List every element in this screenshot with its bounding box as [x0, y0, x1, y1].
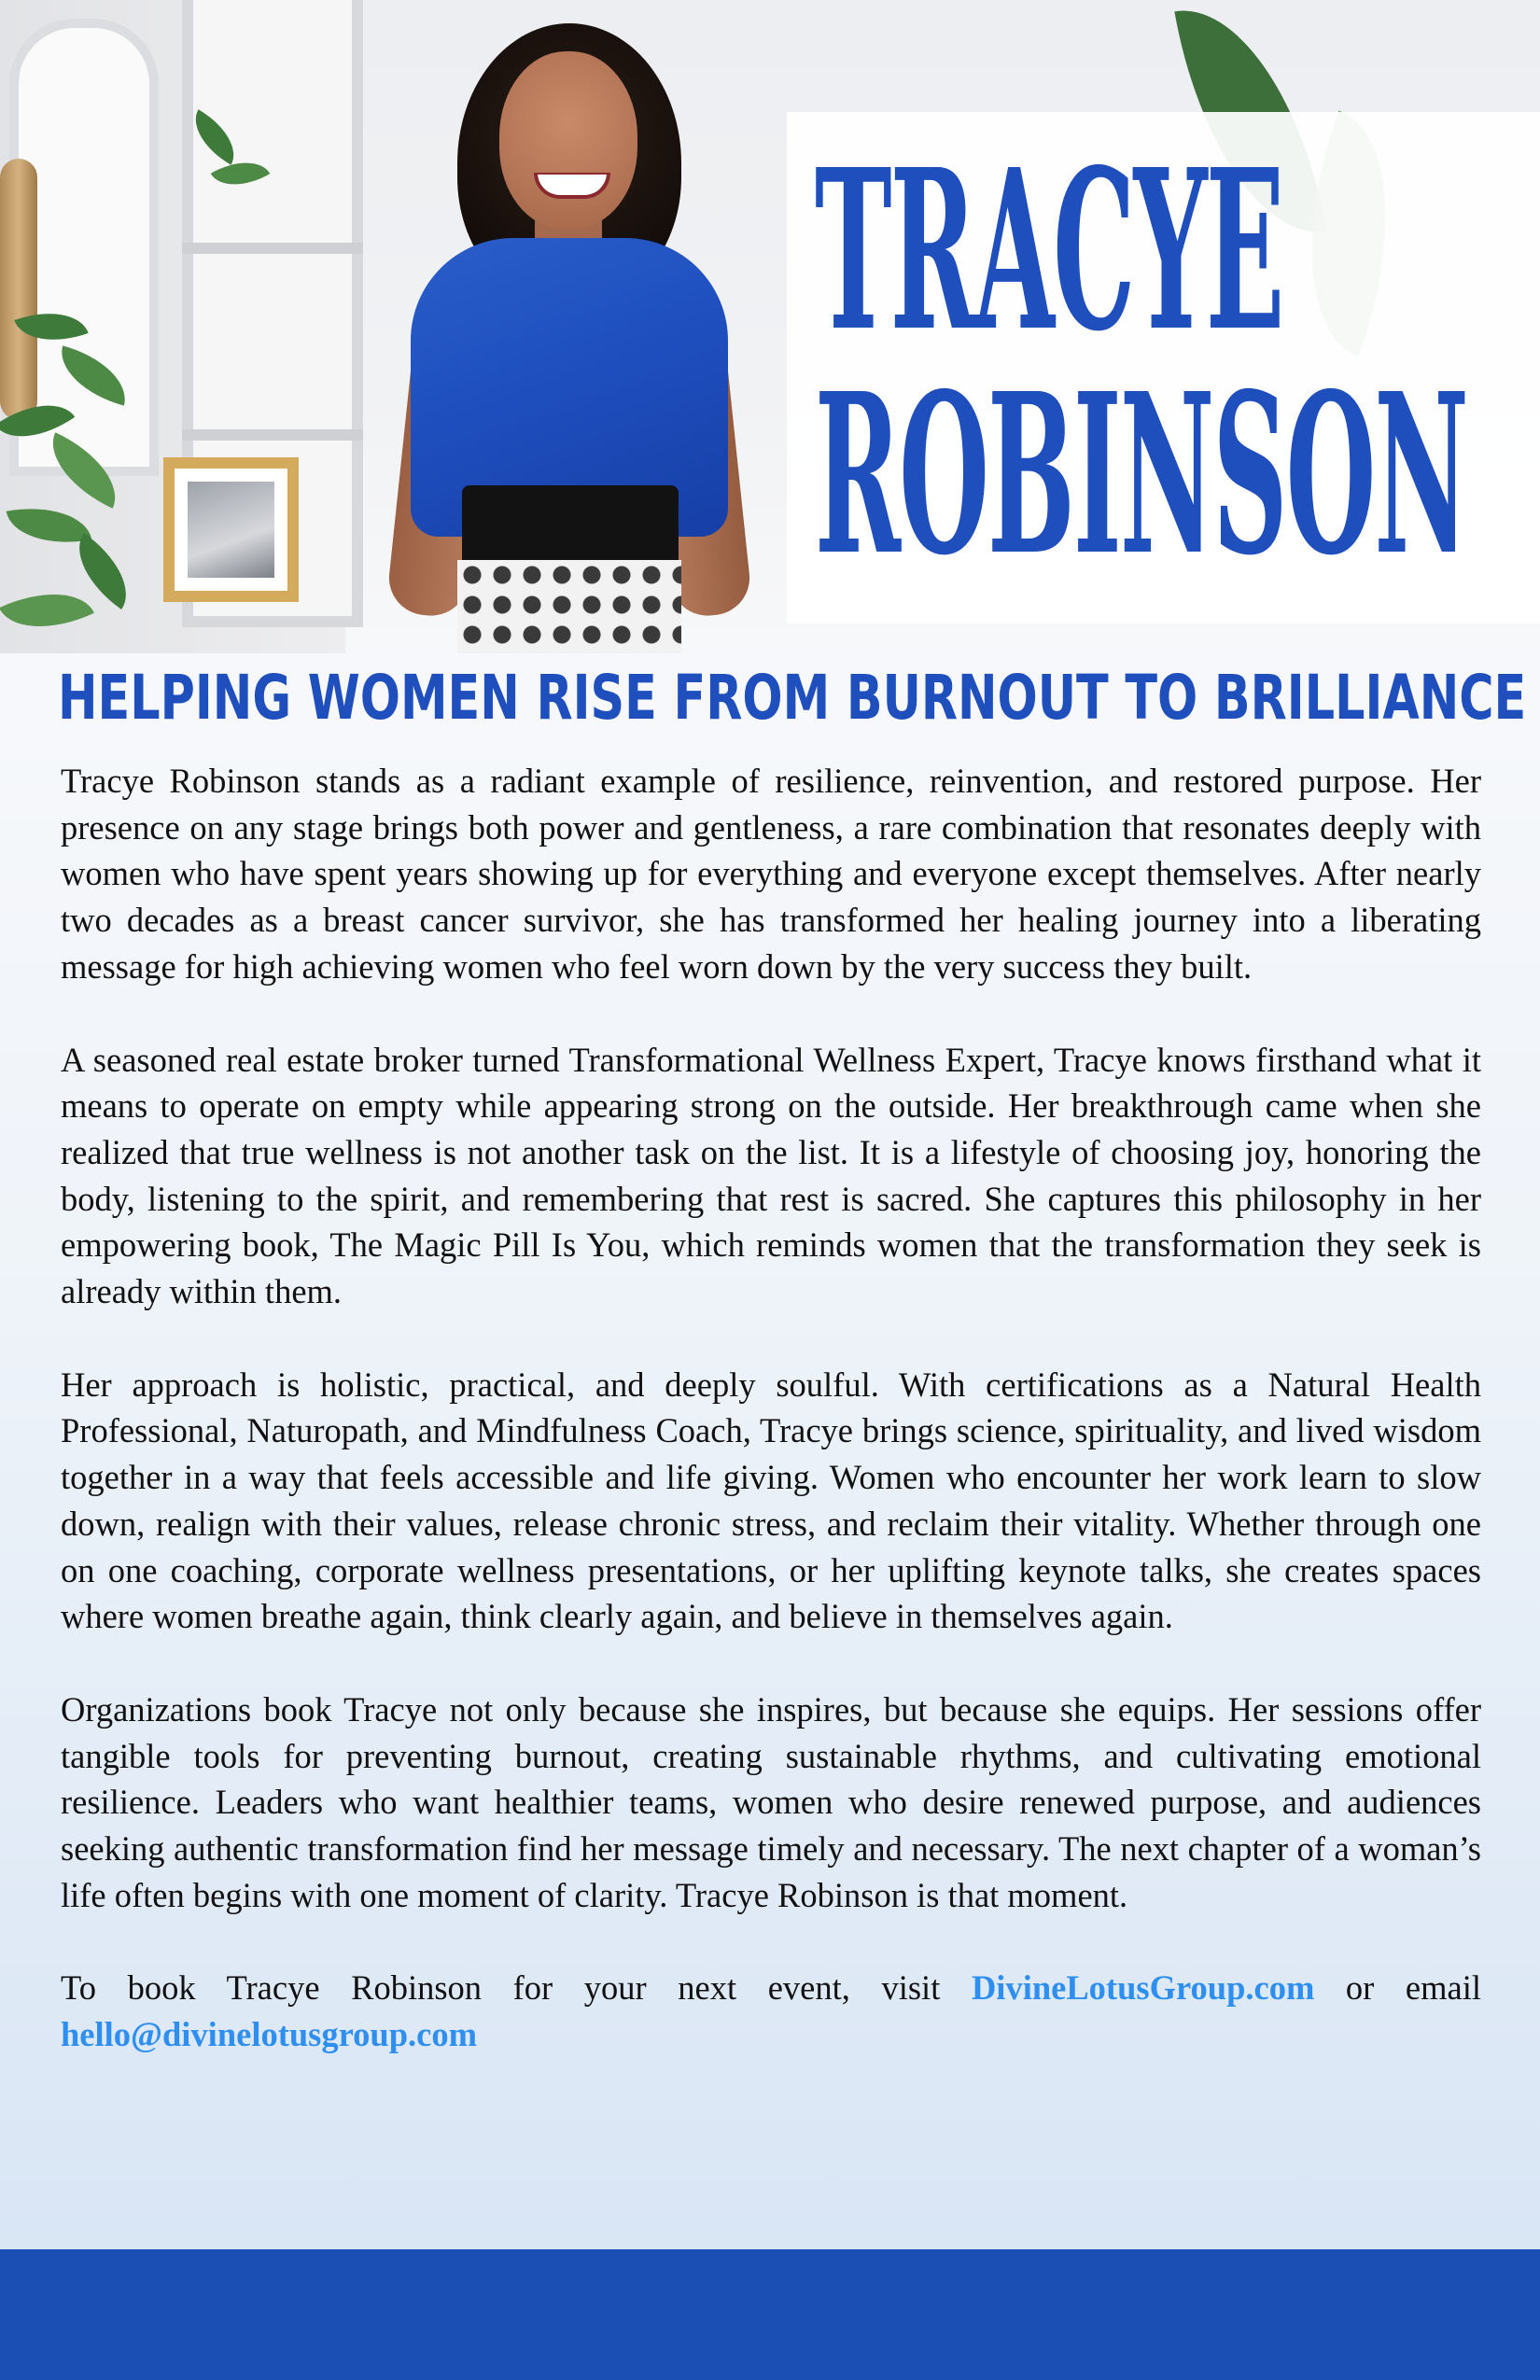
- bio-paragraph: Her approach is holistic, practical, and deeply soulful. With certifications as a Natural Health Professional, Naturopath, and Mindfulness Coach, Tracye brings science, spirituality, and lived wisdom together in a way that feels accessible and life giving. Women who encounter her work learn to slow down, realign with their values, release chronic stress, and reclaim their vitality. Whether through one on one coaching, corporate wellness presentations, or her uplifting keynote talks, she creates spaces where women breathe again, think clearly again, and believe in themselves again.: [61, 1365, 1481, 1636]
- name-panel: [787, 112, 1540, 623]
- bio-paragraph: Organizations book Tracye not only because she inspires, but because she equips. Her sessions offer tangible tools for preventing burnout, creating sustainable rhythms, and cultivating emotional resilience. Leaders who want healthier teams, women who desire renewed purpose, and audiences seeking authentic transformation find her message timely and necessary. The next chapter of a woman’s life often begins with one moment of clarity. Tracye Robinson is that moment.: [61, 1689, 1481, 1914]
- bio-paragraph: A seasoned real estate broker turned Transformational Wellness Expert, Tracye knows firsthand what it means to operate on empty while appearing strong on the outside. Her breakthrough came when she realized that true wellness is not another task on the list. It is a lifestyle of choosing joy, honoring the body, listening to the spirit, and remembering that rest is sacred. She captures this philosophy in her empowering book, The Magic Pill Is You, which reminds women that the transformation they seek is already within them.: [61, 1040, 1481, 1311]
- footer-bar: [0, 2249, 1540, 2380]
- shelf-divider: [182, 429, 363, 441]
- email-link[interactable]: hello@divinelotusgroup.com: [61, 2015, 477, 2054]
- speaker-portrait: [369, 0, 770, 653]
- decorative-vase: [0, 159, 37, 420]
- cta-text: or email: [1314, 1968, 1481, 2008]
- picture-frame: [163, 457, 299, 602]
- booking-call-to-action: [61, 1965, 1481, 2057]
- cta-text: To book Tracye Robinson for your next event, visit: [61, 1968, 972, 2008]
- bio-content: [61, 758, 1481, 2105]
- speaker-first-name: TRACYE: [815, 120, 1283, 380]
- shelf-divider: [182, 243, 363, 254]
- speaker-last-name: ROBINSON: [815, 344, 1467, 604]
- tagline-heading: HELPING WOMEN RISE FROM BURNOUT TO BRILLIANCE: [58, 662, 1527, 734]
- bio-paragraph: Tracye Robinson stands as a radiant example of resilience, reinvention, and restored purpose. Her presence on any stage brings both power and gentleness, a rare combination that resonates deeply with women who have spent years showing up for everything and everyone except themselves. After nearly two decades as a breast cancer survivor, she has transformed her healing journey into a liberating message for high achieving women who feel worn down by the very success they built.: [61, 762, 1481, 986]
- website-link[interactable]: DivineLotusGroup.com: [971, 1968, 1315, 2008]
